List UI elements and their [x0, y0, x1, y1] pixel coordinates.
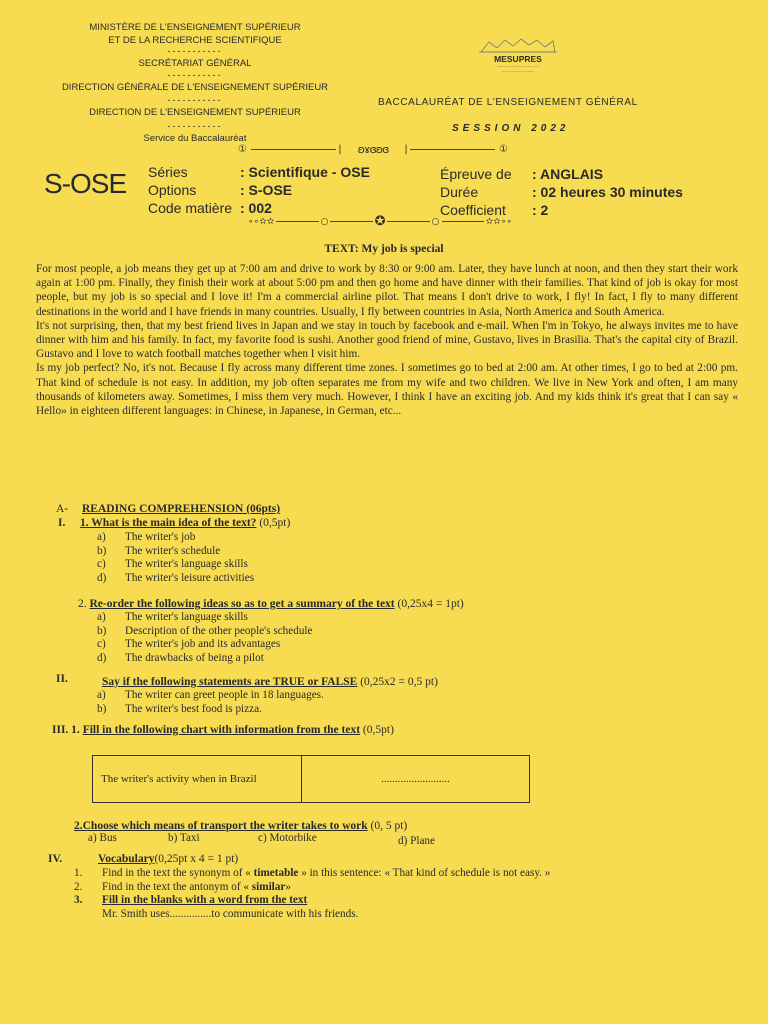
- paragraph-2: It's not surprising, then, that my best friend lives in Japan and we stay in touch by facebook and e-mail. When I'm in Tokyo, he always invites me to have dinner with him and his family. In fact, my favorite food is sushi. Another good friend of mine, Gustavo, lives in Brasilia. That's the capital city of Brazil. Gustavo and I love to watch football matches together when I visit him.: [36, 319, 738, 361]
- option-c: c) The writer's language skills: [97, 558, 248, 570]
- ornament-top: ① | ʚɤɞʚɞ | ①: [238, 143, 508, 156]
- duree-value: : 02 heures 30 minutes: [532, 184, 683, 200]
- series-logo: S-OSE: [44, 168, 127, 199]
- option-b: b) The writer's schedule: [97, 544, 221, 557]
- divider-dots: -----------: [167, 46, 223, 56]
- option-a: a) The writer's language skills: [97, 611, 248, 623]
- epreuve-value: : ANGLAIS: [532, 166, 604, 182]
- part-iii-title: Fill in the following chart with information from the text: [82, 724, 361, 736]
- epreuve-label: Épreuve de: [440, 166, 512, 182]
- vocab-item-2: 2. Find in the text the antonym of « similar»: [74, 880, 291, 893]
- direction-generale-label: DIRECTION GÉNÉRALE DE L'ENSEIGNEMENT SUPÉRIEUR: [61, 81, 329, 93]
- section-a-title: READING COMPREHENSION (06pts): [82, 503, 281, 515]
- circle-icon: ○: [320, 216, 329, 227]
- ministry-line-1: MINISTÈRE DE L'ENSEIGNEMENT SUPÉRIEUR: [89, 22, 301, 33]
- code-value: : 002: [240, 200, 272, 216]
- exam-title: BACCALAURÉAT DE L'ENSEIGNEMENT GÉNÉRAL: [378, 97, 638, 108]
- service-label: Service du Baccalauréat: [143, 132, 247, 144]
- question-1-points: (0,5pt): [256, 517, 291, 529]
- circle-one-icon: ①: [499, 144, 508, 155]
- series-label: Séries: [148, 164, 188, 180]
- logo-name: MESUPRES: [494, 54, 542, 64]
- option-a: a) The writer's job: [97, 531, 196, 543]
- secretariat-label: SECRÉTARIAT GÉNÉRAL: [138, 58, 252, 69]
- ministry-line-2: ET DE LA RECHERCHE SCIENTIFIQUE: [108, 34, 282, 46]
- part-iii-points: (0,5pt): [360, 724, 394, 736]
- section-a-label: A-: [56, 503, 69, 515]
- circle-one-icon: ①: [238, 144, 247, 155]
- sparkle-icon: ✫✫∘∘: [485, 216, 513, 227]
- statement-b: b) The writer's best food is pizza.: [97, 702, 262, 715]
- vocab-item-1: 1. Find in the text the synonym of « timetable » in this sentence: « That kind of schedule is not easy. »: [74, 867, 551, 879]
- question-2-options: [97, 611, 312, 665]
- part-iv-points: (0,25pt x 4 = 1 pt): [154, 853, 239, 865]
- exam-values: [532, 165, 683, 219]
- transport-bus: a) Bus: [88, 832, 117, 844]
- star-seal-icon: ✪: [374, 214, 386, 229]
- part-iii-2: [74, 820, 407, 834]
- flourish-icon: ʚɤɞʚɞ: [357, 143, 389, 156]
- paragraph-1: For most people, a job means they get up at 7:00 am and drive to work by 8:30 or 9:00 am. Later, they have lunch at noon, and then they start their work again at 1:00 pm. Finally, they finish their work at about 5:00 pm and then go home and have dinner with their families. That kind of job is okay for most people, but my job is so special and I love it! I'm a commercial airline pilot. That means I don't drive to work, I fly! In fact, I fly to many different destinations in the world and I have friends in many countries. Usually, I fly between countries in Asia, North America and South America.: [36, 263, 738, 318]
- part-iii-2-title: 2.Choose which means of transport the writer takes to work: [74, 820, 368, 832]
- part-ii-options: [97, 689, 324, 716]
- part-ii-title: Say if the following statements are TRUE or FALSE: [102, 676, 358, 688]
- vocab-item-3-sentence: Mr. Smith uses...............to communicate with his friends.: [102, 907, 359, 920]
- ornament-bottom: [248, 214, 512, 229]
- options-value: : S-OSE: [240, 182, 293, 198]
- vocab-items: [74, 867, 550, 921]
- coefficient-value: : 2: [532, 202, 549, 218]
- circle-icon: ○: [431, 216, 440, 227]
- direction-label: DIRECTION DE L'ENSEIGNEMENT SUPÉRIEUR: [89, 107, 301, 118]
- reading-passage: [36, 262, 738, 418]
- sparkle-icon: ∘∘✫✫: [248, 216, 275, 227]
- option-b: b) Description of the other people's schedule: [97, 624, 313, 637]
- code-label: Code matière: [148, 200, 233, 216]
- option-d: d) The writer's leisure activities: [97, 571, 255, 584]
- exam-labels: [440, 165, 512, 219]
- part-iii: [52, 724, 394, 738]
- part-ii-label: II.: [56, 673, 68, 685]
- mesupres-logo: [478, 36, 558, 74]
- logo-scribble: ~~~~~~~~~~~~~~~~~~ ~~~~~~~~~~~~~~: [496, 64, 540, 74]
- part-ii-points: (0,25x2 = 0,5 pt): [357, 676, 438, 688]
- transport-motorbike: c) Motorbike: [258, 832, 317, 844]
- duree-label: Durée: [440, 184, 479, 200]
- building-icon: [479, 36, 557, 54]
- part-iv-label: IV.: [48, 853, 63, 865]
- question-2: [78, 598, 464, 612]
- text-title: TEXT: My job is special: [324, 243, 444, 255]
- coefficient-label: Coefficient: [440, 202, 506, 218]
- question-1-options: [97, 531, 254, 585]
- vocab-item-3: 3. Fill in the blanks with a word from the text: [74, 894, 308, 906]
- part-iii-label: III. 1.: [52, 724, 80, 736]
- option-c: c) The writer's job and its advantages: [97, 638, 281, 650]
- question-2-number: 2.: [78, 598, 87, 610]
- part-iii-2-points: (0, 5 pt): [367, 820, 408, 832]
- ministry-header: [40, 22, 350, 145]
- chart-label-cell: The writer's activity when in Brazil: [93, 756, 302, 802]
- option-d: d) The drawbacks of being a pilot: [97, 651, 264, 664]
- divider-dots: -----------: [167, 69, 223, 80]
- question-1-title: 1. What is the main idea of the text?: [80, 517, 257, 529]
- part-iv-title: Vocabulary: [98, 853, 155, 865]
- divider-dots: -----------: [167, 95, 223, 105]
- options-label: Options: [148, 182, 197, 198]
- part-ii-question: [102, 676, 438, 690]
- transport-plane: d) Plane: [398, 835, 435, 847]
- part-iv: [98, 853, 238, 867]
- series-value: : Scientifique - OSE: [240, 164, 370, 180]
- series-labels: [148, 163, 232, 217]
- divider-dots: -----------: [167, 120, 223, 131]
- question-1: [80, 517, 290, 531]
- fill-in-chart: [92, 755, 530, 803]
- session-label: SESSION 2022: [452, 123, 570, 134]
- part-i-label: I.: [58, 517, 66, 529]
- paragraph-3: Is my job perfect? No, it's not. Because I fly across many different time zones. I sometimes go to bed at 2:00 am. At other times, I go to bed at 2:00 pm. That kind of schedule is not easy. In addition, my job often separates me from my wife and two children. We live in New York and often, I am many thousands of kilometers away. Sometimes, I miss them very much. However, I think I have an exciting job. And my kids think it's great that I can say « Hello» in eighteen different languages: in Chinese, in Japanese, in German, etc...: [36, 362, 738, 418]
- question-2-title: Re-order the following ideas so as to get a summary of the text: [89, 598, 395, 610]
- question-2-points: (0,25x4 = 1pt): [394, 598, 464, 610]
- statement-a: a) The writer can greet people in 18 languages.: [97, 689, 324, 701]
- series-values: [240, 163, 370, 217]
- transport-taxi: b) Taxi: [168, 832, 200, 844]
- chart-answer-cell[interactable]: .........................: [381, 773, 450, 785]
